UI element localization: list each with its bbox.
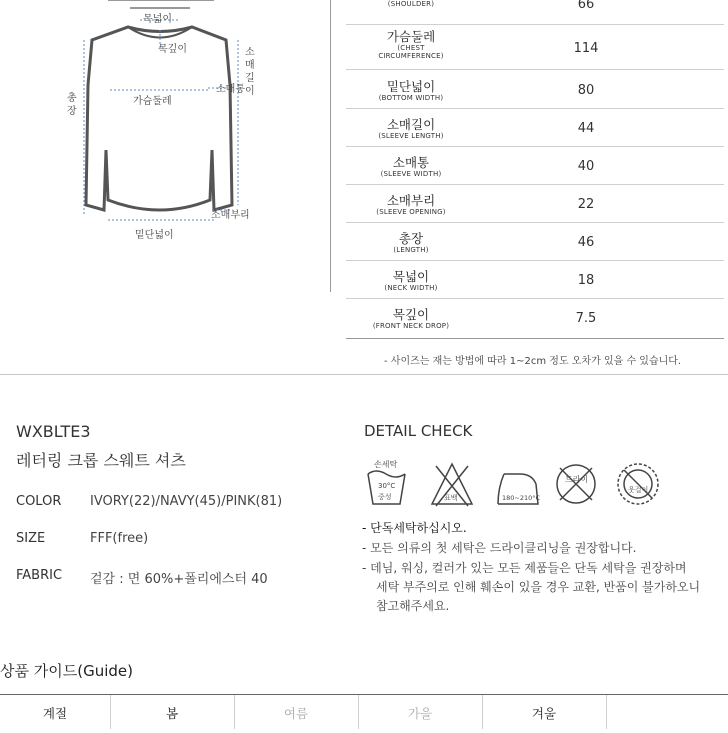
svg-text:드라이: 드라이 — [565, 475, 589, 484]
svg-text:중성: 중성 — [378, 493, 392, 501]
size-value: 80 — [577, 83, 595, 98]
size-value: 114 — [573, 41, 599, 56]
svg-text:30°C: 30°C — [378, 482, 396, 490]
size-label-en: (LENGTH) — [393, 246, 429, 254]
size-label: 목깊이 — [392, 307, 430, 322]
vertical-divider — [330, 0, 331, 292]
size-label-en: (NECK WIDTH) — [384, 284, 438, 292]
guide-title: 상품 가이드(Guide) — [0, 662, 133, 680]
guide-header-season: 계절 — [42, 706, 68, 721]
season-spring: 봄 — [165, 706, 179, 721]
label-sleeve-length-3: 길 — [245, 73, 255, 84]
spec-value-color: IVORY(22)/NAVY(45)/PINK(81) — [90, 494, 283, 509]
detail-check-title: DETAIL CHECK — [364, 422, 473, 440]
size-value: 46 — [577, 235, 595, 250]
no-tumble-dry-icon — [618, 464, 658, 504]
label-neck-depth: 목깊이 — [158, 44, 187, 55]
care-note-5: 참고해주세요. — [376, 599, 450, 613]
svg-text:손세탁: 손세탁 — [374, 460, 398, 469]
size-label: 목넓이 — [392, 269, 430, 284]
size-value: 66 — [577, 0, 595, 12]
size-label: 가슴둘레 — [386, 29, 436, 44]
size-value: 44 — [577, 121, 595, 136]
size-label-en-2: CIRCUMFERENCE) — [378, 52, 444, 60]
size-label-en: (SHOULDER) — [387, 0, 435, 8]
size-label: 소매길이 — [386, 117, 436, 132]
label-sleeve-length-4: 이 — [245, 86, 255, 97]
size-value: 7.5 — [575, 311, 597, 326]
size-label: 소매부리 — [386, 193, 436, 208]
size-label: 소매통 — [392, 155, 430, 170]
size-row-neck-drop — [346, 308, 724, 346]
size-label-en: (SLEEVE WIDTH) — [380, 170, 442, 178]
size-label-en: (SLEEVE OPENING) — [376, 208, 446, 216]
spec-key-fabric: FABRIC — [16, 568, 63, 583]
spec-key-size: SIZE — [16, 531, 46, 546]
size-note: - 사이즈는 재는 방법에 따라 1~2cm 정도 오차가 있을 수 있습니다. — [384, 356, 682, 367]
svg-text:웃걸이: 웃걸이 — [628, 486, 649, 494]
size-row-shoulder — [346, 0, 724, 24]
size-value: 22 — [577, 197, 595, 212]
iron-icon — [498, 474, 541, 504]
no-dry-clean-icon — [557, 465, 595, 503]
size-label: 밑단넓이 — [386, 79, 436, 94]
season-autumn: 가을 — [407, 706, 433, 721]
label-cuff: 소매부리 — [211, 210, 250, 221]
product-model: WXBLTE3 — [16, 422, 91, 441]
size-label-en: (BOTTOM WIDTH) — [378, 94, 444, 102]
section-divider — [0, 374, 728, 375]
size-label-en: (SLEEVE LENGTH) — [378, 132, 444, 140]
season-winter: 겨울 — [531, 706, 557, 721]
product-name: 레터링 크롭 스웨트 셔츠 — [16, 451, 186, 470]
garment-diagram — [0, 0, 330, 292]
guide-table — [0, 694, 728, 729]
care-note-4: 세탁 부주의로 인해 훼손이 있을 경우 교환, 반품이 불가하오니 — [376, 580, 701, 594]
hand-wash-icon — [368, 460, 405, 504]
label-length-1: 총 — [67, 93, 77, 104]
label-bottom: 밑단넓이 — [135, 230, 174, 241]
spec-key-color: COLOR — [16, 494, 62, 509]
label-length-2: 장 — [67, 106, 77, 117]
label-sleeve-length-2: 매 — [245, 60, 255, 71]
no-bleach-icon — [432, 464, 472, 506]
label-chest: 가슴둘레 — [133, 96, 172, 107]
season-summer: 여름 — [283, 706, 309, 721]
size-row-chest — [346, 30, 724, 68]
label-sleeve-length-1: 소 — [245, 47, 255, 58]
care-note-2: - 모든 의류의 첫 세탁은 드라이클리닝을 권장합니다. — [362, 541, 637, 555]
size-value: 18 — [577, 273, 595, 288]
size-value: 40 — [577, 159, 595, 174]
label-neck-width: 목넓이 — [143, 14, 172, 25]
size-label-en: (FRONT NECK DROP) — [372, 322, 450, 330]
spec-value-size: FFF(free) — [90, 531, 149, 546]
svg-text:180~210°C: 180~210°C — [502, 494, 541, 502]
label-sleeve-width: 소매통 — [216, 84, 245, 95]
size-label-en: (CHEST — [397, 44, 425, 52]
spec-value-fabric: 겉감 : 면 60%+폴리에스터 40 — [90, 572, 268, 587]
care-note-3: - 데님, 워싱, 컬러가 있는 모든 제품들은 단독 세탁을 권장하며 — [362, 561, 687, 575]
svg-text:표백: 표백 — [444, 494, 458, 502]
size-label: 총장 — [398, 231, 424, 246]
care-icons — [364, 460, 664, 510]
care-note-1: - 단독세탁하십시오. — [362, 521, 467, 535]
